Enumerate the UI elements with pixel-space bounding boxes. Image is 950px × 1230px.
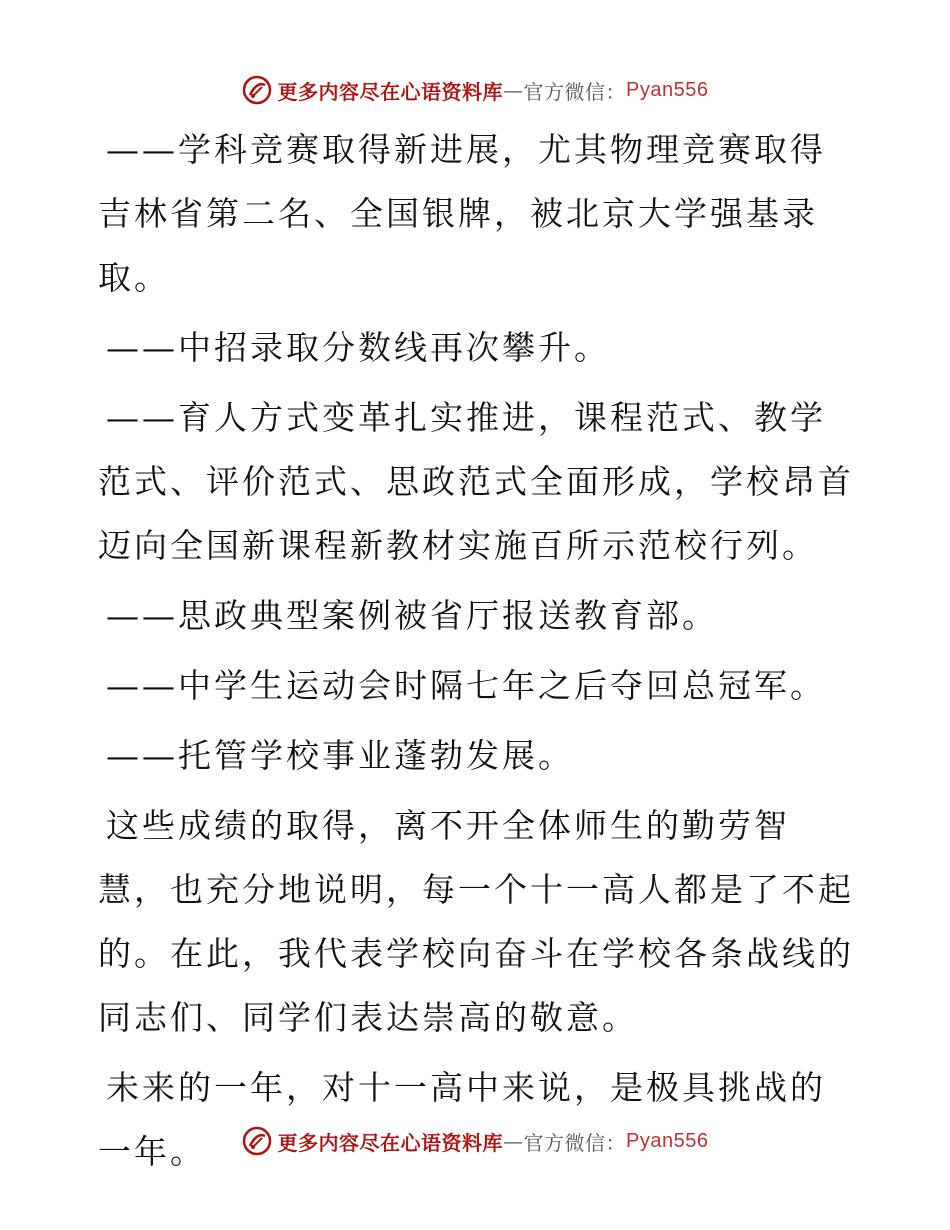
paragraph-8: 未来的一年，对十一高中来说，是极具挑战的一年。 xyxy=(98,1068,826,1171)
watermark-label: 官方微信： xyxy=(523,79,627,104)
paragraph-4: ——思政典型案例被省厅报送教育部。 xyxy=(106,596,718,635)
footer-watermark xyxy=(0,1121,950,1161)
document-body xyxy=(98,118,858,1190)
paragraph-3: ——育人方式变革扎实推进，课程范式、教学范式、评价范式、思政范式全面形成，学校昂首迈向全国新课程新教材实施百所示范校行列。 xyxy=(98,398,854,565)
watermark-separator: — xyxy=(503,1129,524,1153)
watermark-separator: — xyxy=(503,78,524,102)
paragraph-1: ——学科竞赛取得新进展，尤其物理竞赛取得吉林省第二名、全国银牌，被北京大学强基录取。 xyxy=(98,130,826,297)
paragraph-5: ——中学生运动会时隔七年之后夺回总冠军。 xyxy=(106,666,826,705)
logo-icon xyxy=(242,75,272,105)
header-watermark xyxy=(0,70,950,110)
watermark-id: Pyan556 xyxy=(626,78,709,101)
paragraph-6: ——托管学校事业蓬勃发展。 xyxy=(106,736,574,775)
paragraph-7: 这些成绩的取得，离不开全体师生的勤劳智慧，也充分地说明，每一个十一高人都是了不起的。在此，我代表学校向奋斗在学校各条战线的同志们、同学们表达崇高的敬意。 xyxy=(98,806,854,1037)
watermark-brand: 更多内容尽在心语资料库 xyxy=(277,79,504,104)
paragraph-2: ——中招录取分数线再次攀升。 xyxy=(106,328,610,367)
watermark-label: 官方微信： xyxy=(523,1130,627,1155)
logo-icon xyxy=(242,1126,272,1156)
watermark-id: Pyan556 xyxy=(626,1129,709,1152)
watermark-brand: 更多内容尽在心语资料库 xyxy=(277,1130,504,1155)
